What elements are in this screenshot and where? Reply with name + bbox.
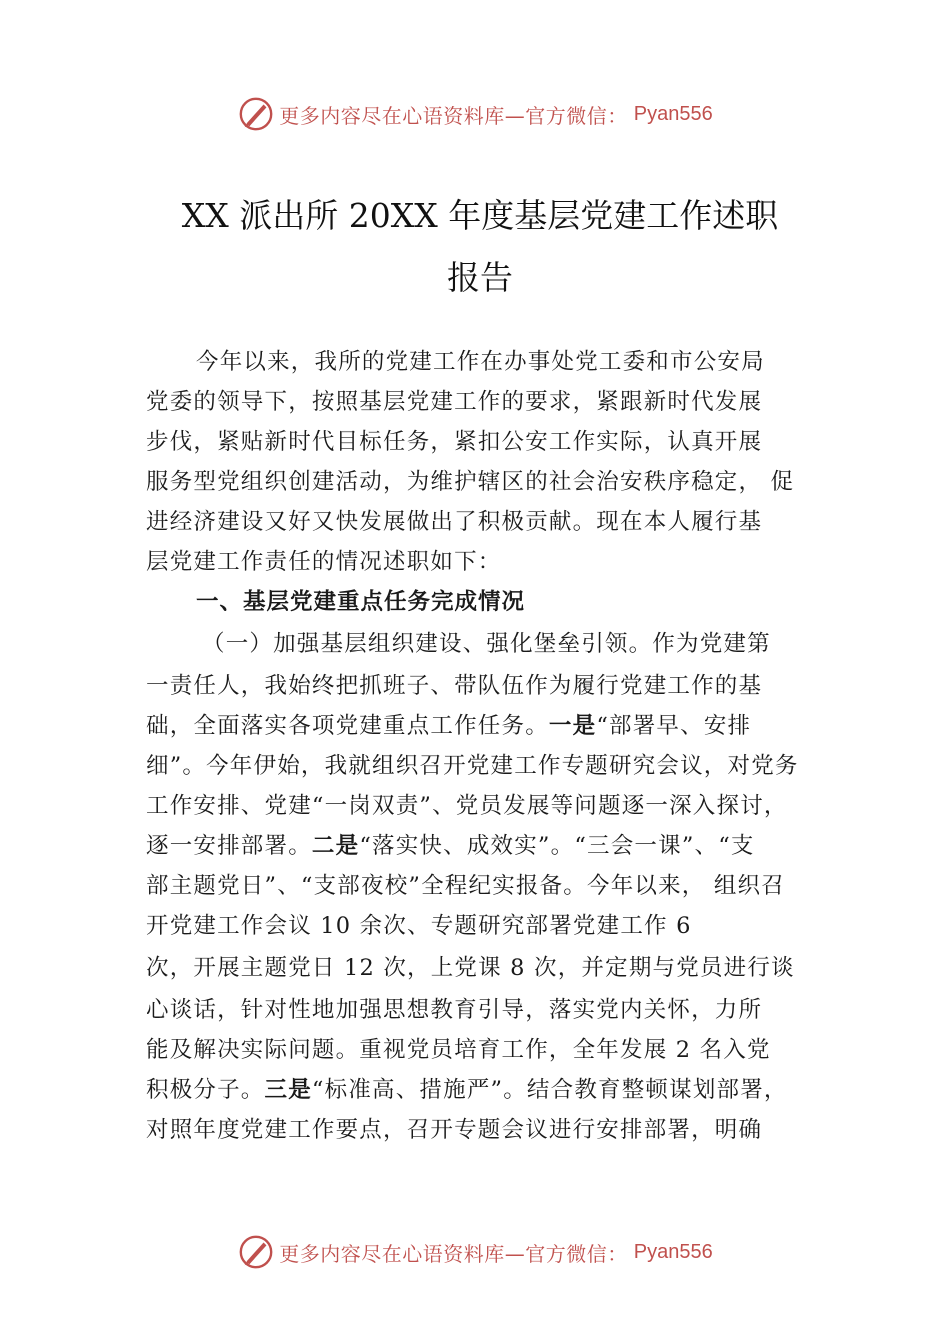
banner-text: 更多内容尽在心语资料库—官方微信： xyxy=(279,103,628,128)
body-line: 对照年度党建工作要点，召开专题会议进行安排部署，明确 xyxy=(146,1117,763,1143)
banner-wechat-id: Pyan556 xyxy=(633,102,713,125)
body-line: 逐一安排部署。二是“落实快、成效实”。“三会一课”、“支 xyxy=(146,833,755,859)
pen-logo-icon xyxy=(237,1233,275,1271)
body-line: 细”。今年伊始，我就组织召开党建工作专题研究会议，对党务 xyxy=(146,753,799,779)
body-line: 部主题党日”、“支部夜校”全程纪实报备。今年以来， 组织召 xyxy=(146,873,785,899)
body-line: 础，全面落实各项党建重点工作任务。一是“部署早、安排 xyxy=(146,713,752,739)
body-line: 次，开展主题党日 12 次，上党课 8 次，并定期与党员进行谈 xyxy=(146,955,795,981)
document-title-line-2: 报告 xyxy=(447,258,513,297)
body-line: 党委的领导下，按照基层党建工作的要求，紧跟新时代发展 xyxy=(146,389,763,415)
document-body xyxy=(146,342,826,1150)
header-watermark-banner xyxy=(0,94,950,134)
banner-wechat-id: Pyan556 xyxy=(633,1240,713,1263)
pen-logo-icon xyxy=(237,95,275,133)
footer-watermark-banner xyxy=(0,1232,950,1272)
body-line: 层党建工作责任的情况述职如下： xyxy=(146,549,502,575)
body-line: 步伐，紧贴新时代目标任务，紧扣公安工作实际，认真开展 xyxy=(146,429,763,455)
section-heading: 一、基层党建重点任务完成情况 xyxy=(196,589,526,615)
document-title-line-1: XX 派出所 20XX 年度基层党建工作述职 xyxy=(181,196,779,235)
emphasis-text: 三是 xyxy=(264,1077,312,1103)
body-line: 今年以来，我所的党建工作在办事处党工委和市公安局 xyxy=(196,349,765,375)
body-line: 能及解决实际问题。重视党员培育工作，全年发展 2 名入党 xyxy=(146,1037,771,1063)
body-line: 积极分子。三是“标准高、措施严”。结合教育整顿谋划部署， xyxy=(146,1077,788,1103)
body-line: 开党建工作会议 10 余次、专题研究部署党建工作 6 xyxy=(146,913,692,939)
body-line: 进经济建设又好又快发展做出了积极贡献。现在本人履行基 xyxy=(146,509,763,535)
body-line: 工作安排、党建“一岗双责”、党员发展等问题逐一深入探讨， xyxy=(146,793,788,819)
emphasis-text: 一是 xyxy=(548,713,597,739)
body-line: 一责任人，我始终把抓班子、带队伍作为履行党建工作的基 xyxy=(146,673,763,699)
emphasis-text: 二是 xyxy=(311,833,360,859)
banner-text: 更多内容尽在心语资料库—官方微信： xyxy=(279,1241,628,1266)
body-line: 服务型党组织创建活动，为维护辖区的社会治安秩序稳定， 促 xyxy=(146,469,795,495)
body-line: 心谈话，针对性地加强思想教育引导，落实党内关怀，力所 xyxy=(146,997,763,1023)
body-line: （一）加强基层组织建设、强化堡垒引领。作为党建第 xyxy=(202,631,771,657)
